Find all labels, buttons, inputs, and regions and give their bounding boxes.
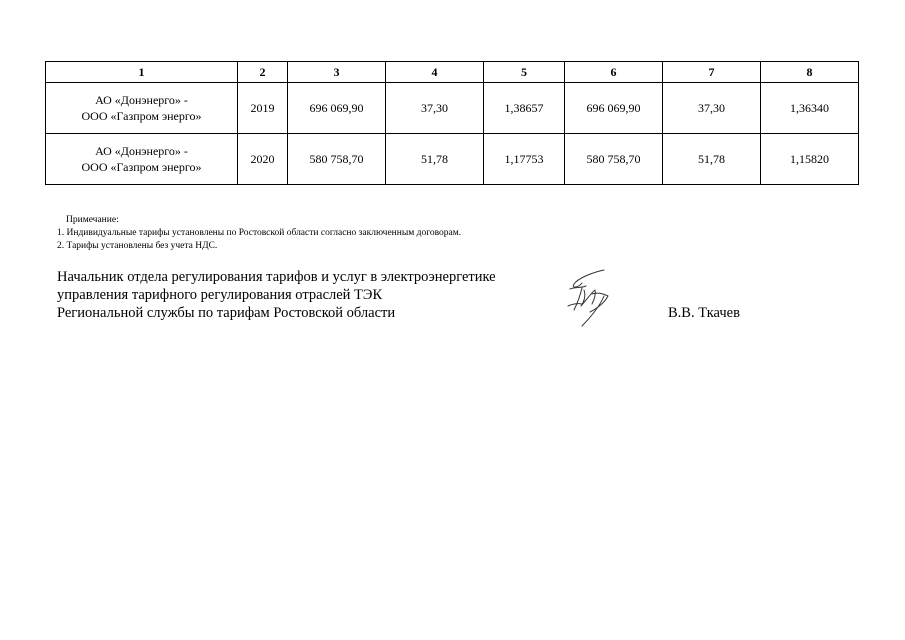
handwritten-signature (560, 266, 626, 330)
note-item: 1. Индивидуальные тарифы установлены по Ростовской области согласно заключенным договорам. (57, 228, 462, 238)
column-header: 1 (46, 62, 238, 83)
org-name-line: ООО «Газпром энерго» (81, 109, 202, 123)
table-cell: 1,36340 (761, 83, 859, 134)
column-header: 2 (238, 62, 288, 83)
notes-block (57, 214, 461, 253)
table-cell: 37,30 (386, 83, 484, 134)
position-line: управления тарифного регулирования отраслей ТЭК (57, 287, 383, 303)
table-cell: 696 069,90 (288, 83, 386, 134)
column-header: 6 (565, 62, 663, 83)
column-header: 5 (484, 62, 565, 83)
column-header: 3 (288, 62, 386, 83)
table-row (46, 134, 859, 185)
signer-name: В.В. Ткачев (668, 305, 740, 321)
org-cell (46, 83, 238, 134)
table-cell: 2019 (238, 83, 288, 134)
column-header: 4 (386, 62, 484, 83)
table-cell: 580 758,70 (565, 134, 663, 185)
tariff-table (45, 61, 859, 185)
table-cell: 51,78 (663, 134, 761, 185)
org-name-line: АО «Донэнерго» - (95, 144, 188, 158)
position-line: Начальник отдела регулирования тарифов и услуг в электроэнергетике (57, 269, 496, 285)
table-header-row (46, 62, 859, 83)
org-cell (46, 134, 238, 185)
column-header: 8 (761, 62, 859, 83)
signer-position (57, 268, 496, 322)
position-line: Региональной службы по тарифам Ростовской области (57, 305, 396, 321)
table-cell: 696 069,90 (565, 83, 663, 134)
note-item: 2. Тарифы установлены без учета НДС. (57, 241, 218, 251)
org-name-line: АО «Донэнерго» - (95, 93, 188, 107)
table-cell: 51,78 (386, 134, 484, 185)
table-cell: 580 758,70 (288, 134, 386, 185)
column-header: 7 (663, 62, 761, 83)
table-cell: 1,17753 (484, 134, 565, 185)
table-row (46, 83, 859, 134)
table-cell: 37,30 (663, 83, 761, 134)
table-cell: 1,38657 (484, 83, 565, 134)
org-name-line: ООО «Газпром энерго» (81, 160, 202, 174)
table-cell: 1,15820 (761, 134, 859, 185)
table-cell: 2020 (238, 134, 288, 185)
notes-title: Примечание: (66, 215, 119, 225)
